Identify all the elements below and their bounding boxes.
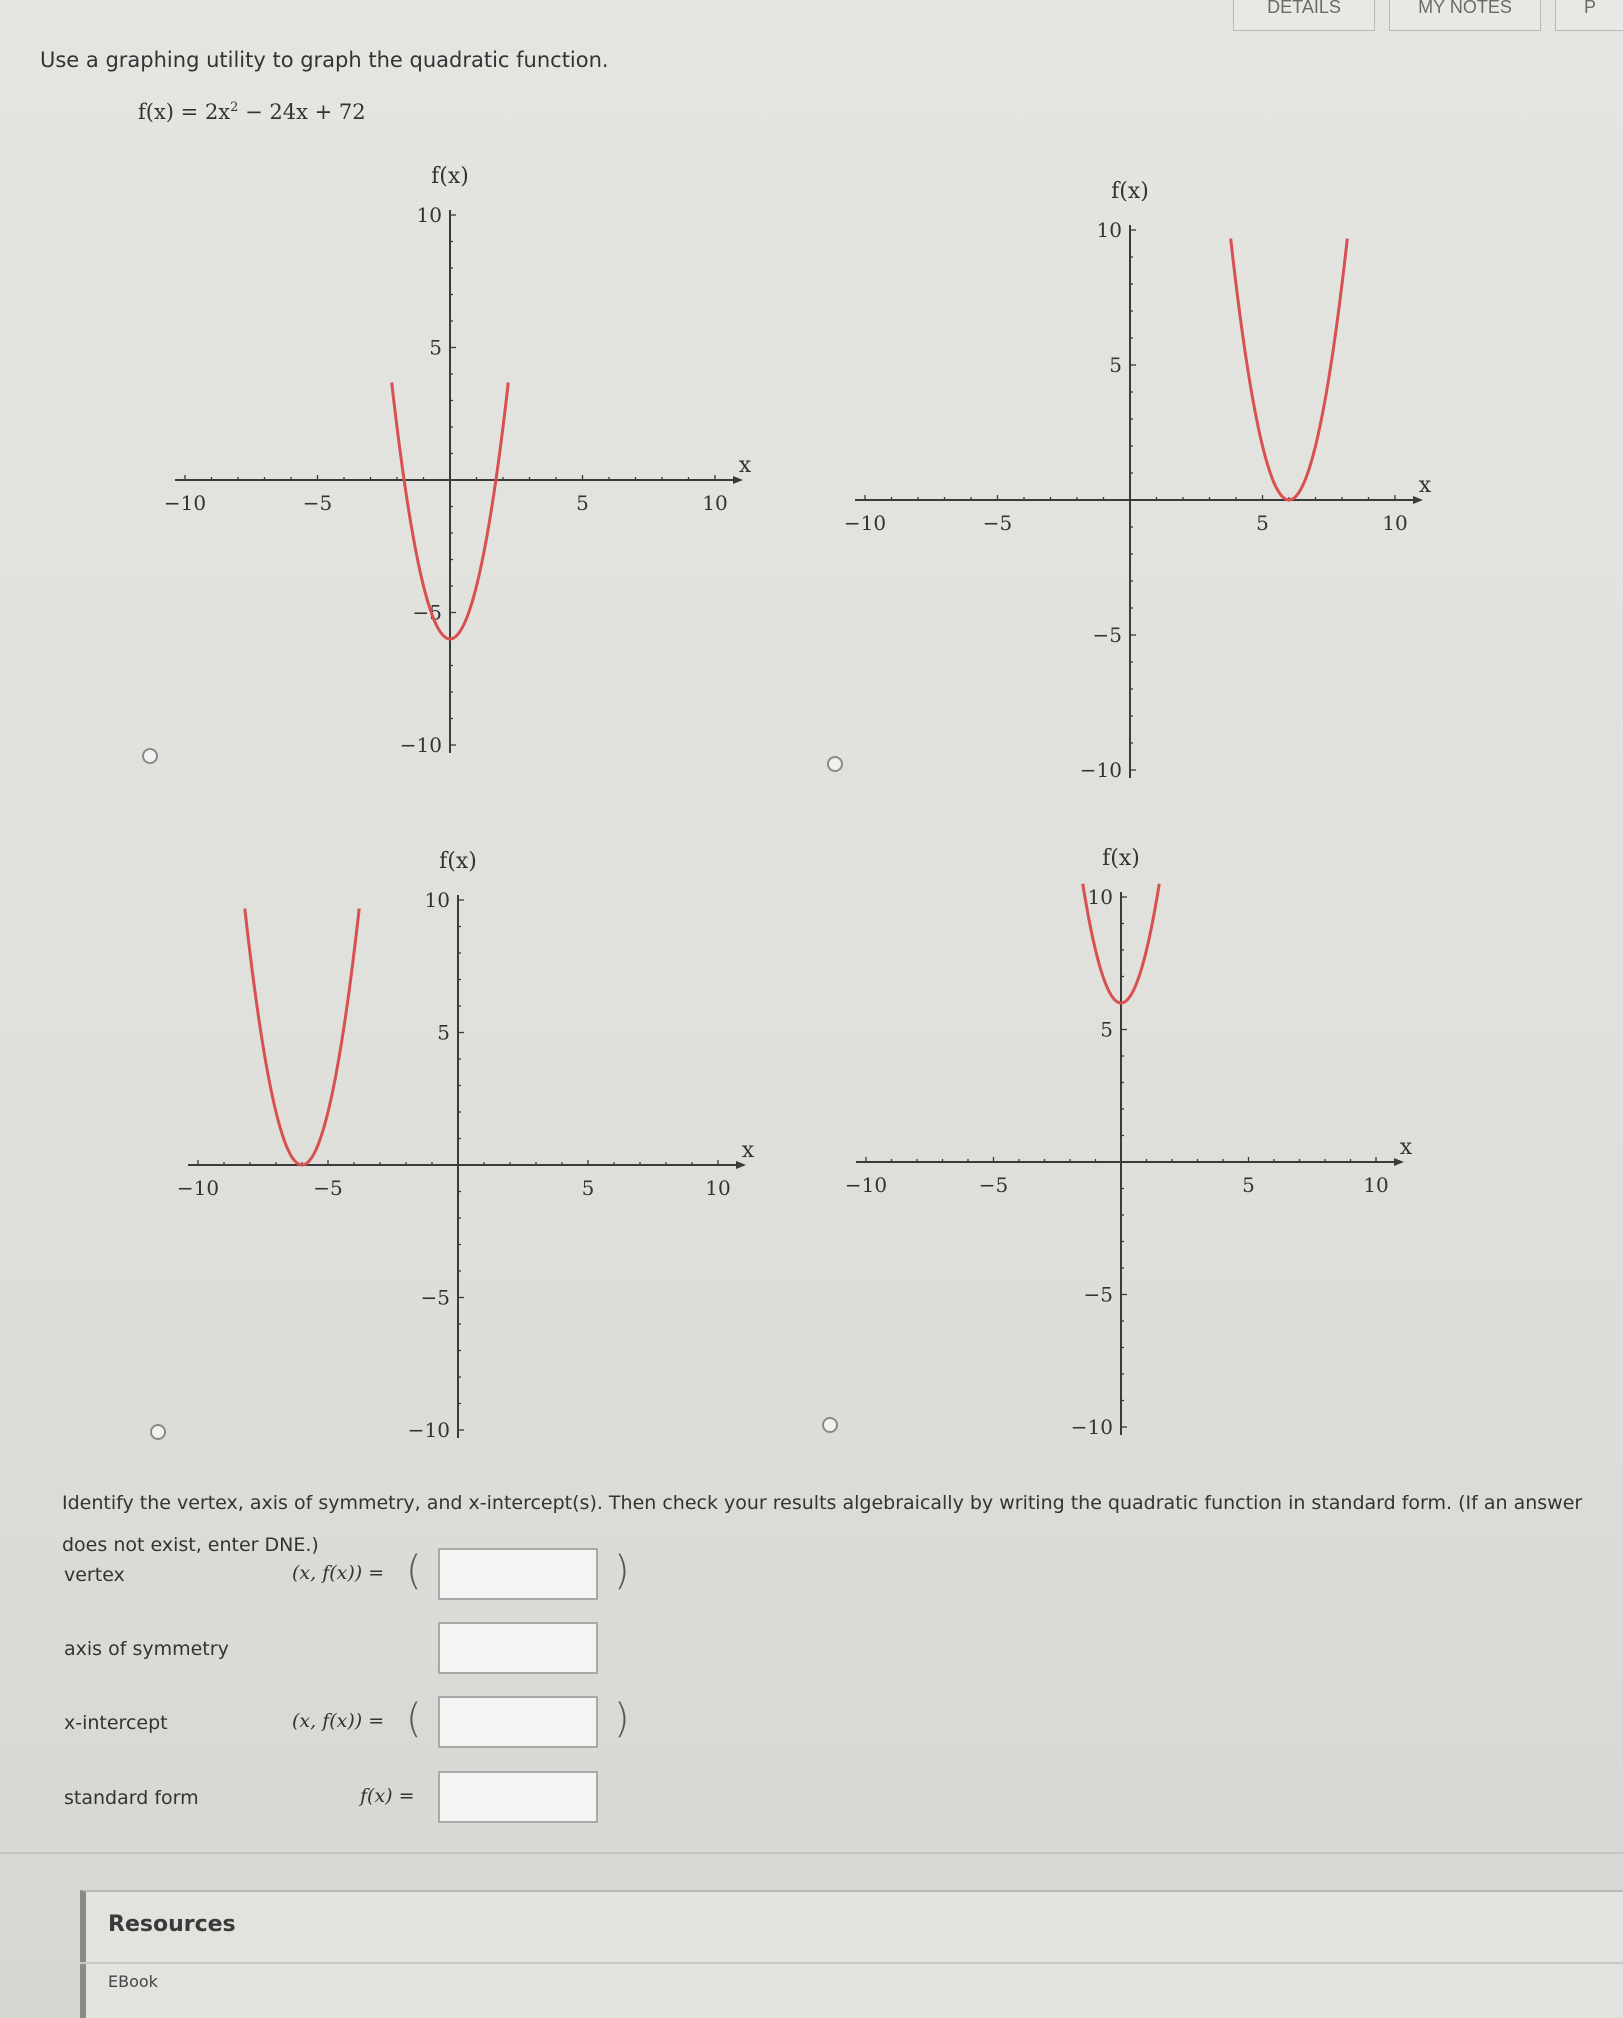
x-intercept-label: x-intercept: [64, 1712, 168, 1734]
vertex-row: [64, 1548, 764, 1602]
question-prompt: Use a graphing utility to graph the quadratic function.: [40, 48, 609, 72]
y-tick-label: −10: [407, 1418, 450, 1442]
x-tick-label: 5: [581, 1176, 595, 1200]
y-tick-label: 5: [1109, 353, 1122, 377]
x-tick-label: 5: [1256, 511, 1269, 535]
tab-my-notes[interactable]: MY NOTES: [1389, 0, 1541, 31]
standard-form-label: standard form: [64, 1787, 199, 1809]
y-tick-label: −10: [399, 733, 442, 757]
formula-exponent: 2: [230, 100, 239, 115]
vertex-label: vertex: [64, 1564, 125, 1586]
axis-label: axis of symmetry: [64, 1638, 229, 1660]
x-tick-label: −5: [978, 1173, 1009, 1197]
x-tick-label: 10: [705, 1176, 731, 1200]
x-axis-label: x: [1399, 1135, 1413, 1160]
y-tick-label: 5: [437, 1020, 450, 1045]
x-axis-label: x: [1418, 473, 1432, 498]
x-intercept-prefix: (x, f(x)) =: [292, 1710, 385, 1732]
x-tick-label: −10: [163, 491, 207, 515]
standard-form-prefix: f(x) =: [360, 1785, 415, 1807]
y-tick-label: 5: [429, 335, 442, 360]
axis-of-symmetry-input[interactable]: [438, 1622, 598, 1674]
x-intercept-input[interactable]: [438, 1696, 598, 1748]
resources-panel: [80, 1890, 1623, 2018]
x-tick-label: 5: [1242, 1173, 1255, 1197]
section-divider: [0, 1852, 1623, 1854]
x-tick-label: 10: [702, 491, 728, 515]
y-tick-label: −10: [1079, 758, 1122, 782]
y-tick-label: −5: [1083, 1282, 1113, 1307]
y-tick-label: −5: [1092, 623, 1122, 647]
formula-lhs: f(x) = 2x: [138, 100, 231, 124]
y-tick-label: 10: [424, 888, 450, 912]
y-tick-label: −5: [420, 1285, 450, 1310]
axis-row: [64, 1622, 764, 1676]
x-tick-label: 10: [1363, 1173, 1389, 1197]
y-tick-label: −10: [1070, 1415, 1113, 1439]
vertex-prefix: (x, f(x)) =: [292, 1562, 385, 1584]
y-tick-label: 5: [1100, 1017, 1113, 1042]
instructions: Identify the vertex, axis of symmetry, and x-intercept(s). Then check your results algebraically by writing the quadratic function in standard form. (If an answer does not exist, enter DNE.): [62, 1492, 1583, 1556]
resources-divider: [80, 1962, 1623, 1964]
graph-option-1: [150, 150, 770, 780]
x-tick-label: 10: [1382, 511, 1408, 535]
y-tick-label: 10: [416, 203, 442, 227]
y-tick-label: −5: [412, 600, 442, 625]
x-tick-label: 5: [576, 491, 589, 515]
x-axis-label: x: [741, 1138, 755, 1163]
x-tick-label: −5: [313, 1176, 343, 1200]
graph-option-4-radio[interactable]: [822, 1417, 838, 1433]
graph-option-4: [844, 846, 1424, 1440]
parabola-curve: [245, 908, 359, 1165]
y-tick-label: 10: [1087, 885, 1113, 909]
x-tick-label: −5: [302, 491, 333, 515]
y-axis-label: f(x): [439, 849, 477, 874]
x-tick-label: −10: [176, 1176, 220, 1200]
resources-title: Resources: [108, 1912, 236, 1937]
x-intercept-row: [64, 1696, 764, 1750]
x-tick-label: −10: [843, 511, 887, 535]
top-tabs: [1203, 0, 1623, 40]
graph-option-2: [843, 175, 1432, 790]
x-intercept-close-paren: ): [614, 1696, 630, 1742]
ebook-link[interactable]: EBook: [108, 1972, 158, 1991]
y-axis-label: f(x): [431, 164, 469, 189]
parabola-curve: [1231, 239, 1348, 500]
vertex-input[interactable]: [438, 1548, 598, 1600]
function-formula: [138, 100, 366, 124]
graph-option-2-radio[interactable]: [827, 756, 843, 772]
standard-form-input[interactable]: [438, 1771, 598, 1823]
tab-details[interactable]: DETAILS: [1233, 0, 1375, 31]
tab-practice[interactable]: P: [1555, 0, 1623, 31]
y-axis-label: f(x): [1111, 179, 1149, 204]
formula-rhs: − 24x + 72: [238, 100, 366, 124]
vertex-open-paren: (: [406, 1548, 422, 1594]
x-intercept-open-paren: (: [406, 1696, 422, 1742]
standard-form-row: [64, 1771, 764, 1825]
x-axis-label: x: [738, 453, 752, 478]
x-tick-label: −5: [982, 511, 1013, 535]
x-tick-label: −10: [844, 1173, 888, 1197]
vertex-close-paren: ): [614, 1548, 630, 1594]
y-axis-label: f(x): [1102, 846, 1140, 871]
graph-option-3: [158, 840, 778, 1440]
y-tick-label: 10: [1096, 218, 1122, 242]
